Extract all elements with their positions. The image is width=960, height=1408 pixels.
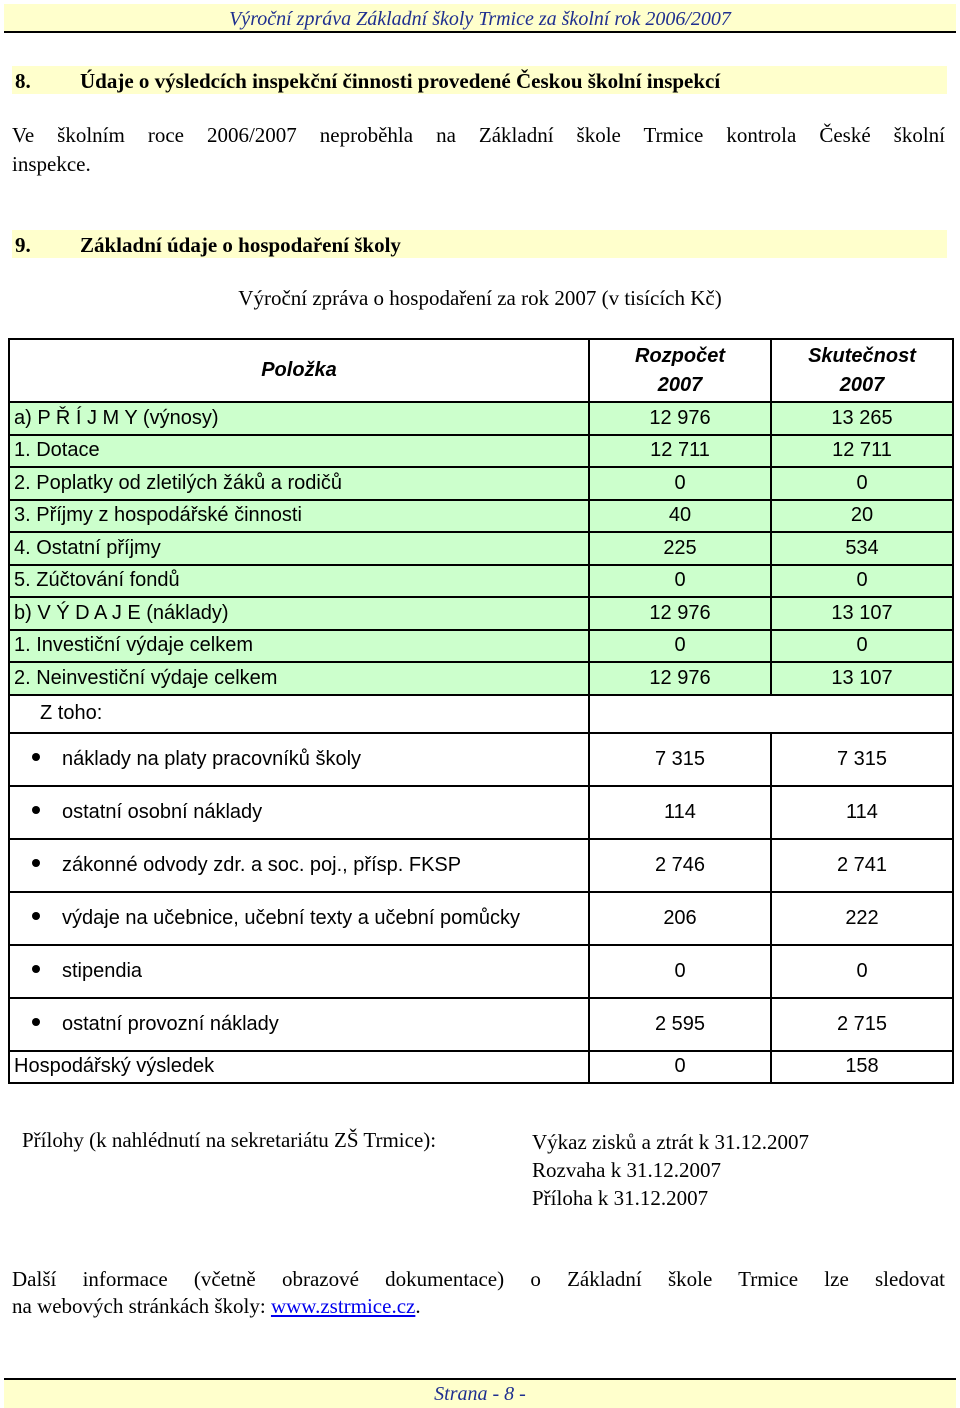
row-label: b) V Ý D A J E (náklady) — [9, 597, 589, 630]
budget-table — [8, 338, 954, 1084]
header-budget-year: 2007 — [657, 373, 703, 396]
detail-row — [9, 733, 953, 786]
detail-row — [9, 892, 953, 945]
row-actual: 534 — [771, 532, 953, 565]
section-8-text-line2: inspekce. — [12, 152, 91, 176]
row-actual: 0 — [771, 630, 953, 663]
detail-actual: 7 315 — [771, 733, 953, 786]
row-budget: 12 711 — [589, 435, 771, 468]
attachment-item: Rozvaha k 31.12.2007 — [532, 1158, 721, 1182]
bullet-icon — [32, 753, 40, 761]
detail-row — [9, 945, 953, 998]
detail-budget: 206 — [589, 892, 771, 945]
detail-label: stipendia — [62, 959, 143, 982]
detail-budget: 0 — [589, 945, 771, 998]
table-row — [9, 565, 953, 598]
detail-label-cell — [9, 945, 589, 998]
header-actual — [771, 339, 953, 402]
detail-label-cell — [9, 998, 589, 1051]
row-label: 1. Dotace — [9, 435, 589, 468]
table-row — [9, 500, 953, 533]
result-budget: 0 — [589, 1051, 771, 1083]
detail-actual: 0 — [771, 945, 953, 998]
header-actual-year: 2007 — [839, 373, 885, 396]
detail-actual: 222 — [771, 892, 953, 945]
row-budget: 12 976 — [589, 662, 771, 695]
info-prefix: na webových stránkách školy: — [12, 1294, 271, 1318]
detail-row — [9, 998, 953, 1051]
row-budget: 12 976 — [589, 597, 771, 630]
row-actual: 13 265 — [771, 402, 953, 435]
detail-label: výdaje na učebnice, učební texty a učební pomůcky — [62, 906, 521, 929]
bullet-icon — [32, 1018, 40, 1026]
section-9-title: Základní údaje o hospodaření školy — [80, 233, 401, 257]
row-label: 4. Ostatní příjmy — [9, 532, 589, 565]
row-actual: 13 107 — [771, 597, 953, 630]
table-row — [9, 630, 953, 663]
subtotal-row — [9, 695, 953, 733]
detail-label-cell — [9, 786, 589, 839]
detail-label-cell — [9, 839, 589, 892]
attachments-list — [532, 1128, 809, 1212]
detail-row — [9, 786, 953, 839]
detail-actual: 2 715 — [771, 998, 953, 1051]
result-actual: 158 — [771, 1051, 953, 1083]
row-label: a) P Ř Í J M Y (výnosy) — [9, 402, 589, 435]
row-budget: 0 — [589, 467, 771, 500]
row-budget: 225 — [589, 532, 771, 565]
section-8-heading — [12, 66, 947, 94]
header-item: Položka — [9, 339, 589, 402]
table-caption: Výroční zpráva o hospodaření za rok 2007 (v tisících Kč) — [238, 286, 722, 310]
section-9-number: 9. — [15, 233, 31, 257]
row-actual: 20 — [771, 500, 953, 533]
table-row — [9, 435, 953, 468]
row-label: 2. Poplatky od zletilých žáků a rodičů — [9, 467, 589, 500]
attachments-label: Přílohy (k nahlédnutí na sekretariátu ZŠ Trmice): — [22, 1128, 437, 1152]
info-suffix: . — [415, 1294, 421, 1318]
detail-budget: 7 315 — [589, 733, 771, 786]
detail-budget: 114 — [589, 786, 771, 839]
subtotal-empty-cell — [589, 695, 953, 733]
header-actual-label: Skutečnost — [808, 344, 916, 367]
bullet-icon — [32, 912, 40, 920]
section-8-text-line1: Ve školním roce 2006/2007 neproběhla na Základní škole Trmice kontrola České školní — [12, 123, 945, 147]
detail-label: ostatní osobní náklady — [62, 800, 263, 823]
page-header-text: Výroční zpráva Základní školy Trmice za školní rok 2006/2007 — [229, 8, 731, 30]
table-row — [9, 402, 953, 435]
attachment-item: Příloha k 31.12.2007 — [532, 1186, 709, 1210]
page-number: Strana - 8 - — [434, 1383, 526, 1405]
table-row — [9, 532, 953, 565]
row-budget: 12 976 — [589, 402, 771, 435]
table-row — [9, 597, 953, 630]
row-actual: 0 — [771, 467, 953, 500]
table-row — [9, 662, 953, 695]
detail-row — [9, 839, 953, 892]
bullet-icon — [32, 859, 40, 867]
result-label: Hospodářský výsledek — [9, 1051, 589, 1083]
detail-label: zákonné odvody zdr. a soc. poj., přísp. FKSP — [62, 853, 462, 876]
result-row — [9, 1051, 953, 1083]
table-header-row — [9, 339, 953, 402]
detail-label-cell — [9, 733, 589, 786]
header-budget — [589, 339, 771, 402]
school-website-link[interactable]: www.zstrmice.cz — [270, 1294, 416, 1318]
section-8-number: 8. — [15, 69, 31, 93]
row-actual: 0 — [771, 565, 953, 598]
attachment-item: Výkaz zisků a ztrát k 31.12.2007 — [532, 1130, 810, 1154]
page-footer — [4, 1378, 956, 1408]
row-budget: 0 — [589, 565, 771, 598]
row-budget: 40 — [589, 500, 771, 533]
section-8-title: Údaje o výsledcích inspekční činnosti provedené Českou školní inspekcí — [80, 69, 721, 93]
detail-label-cell — [9, 892, 589, 945]
row-budget: 0 — [589, 630, 771, 663]
header-budget-label: Rozpočet — [635, 344, 725, 367]
detail-budget: 2 595 — [589, 998, 771, 1051]
section-9-heading — [12, 230, 947, 258]
info-text-line2 — [12, 1292, 945, 1321]
detail-budget: 2 746 — [589, 839, 771, 892]
table-row — [9, 467, 953, 500]
row-actual: 12 711 — [771, 435, 953, 468]
row-label: 5. Zúčtování fondů — [9, 565, 589, 598]
detail-label: ostatní provozní náklady — [62, 1012, 279, 1035]
row-label: 1. Investiční výdaje celkem — [9, 630, 589, 663]
detail-actual: 2 741 — [771, 839, 953, 892]
info-text-line1: Další informace (včetně obrazové dokumentace) o Základní škole Trmice lze sledovat — [12, 1267, 945, 1291]
bullet-icon — [32, 806, 40, 814]
row-label: 2. Neinvestiční výdaje celkem — [9, 662, 589, 695]
page-header — [4, 4, 956, 33]
row-actual: 13 107 — [771, 662, 953, 695]
detail-actual: 114 — [771, 786, 953, 839]
bullet-icon — [32, 965, 40, 973]
detail-label: náklady na platy pracovníků školy — [62, 747, 362, 770]
subtotal-label: Z toho: — [9, 695, 589, 733]
row-label: 3. Příjmy z hospodářské činnosti — [9, 500, 589, 533]
